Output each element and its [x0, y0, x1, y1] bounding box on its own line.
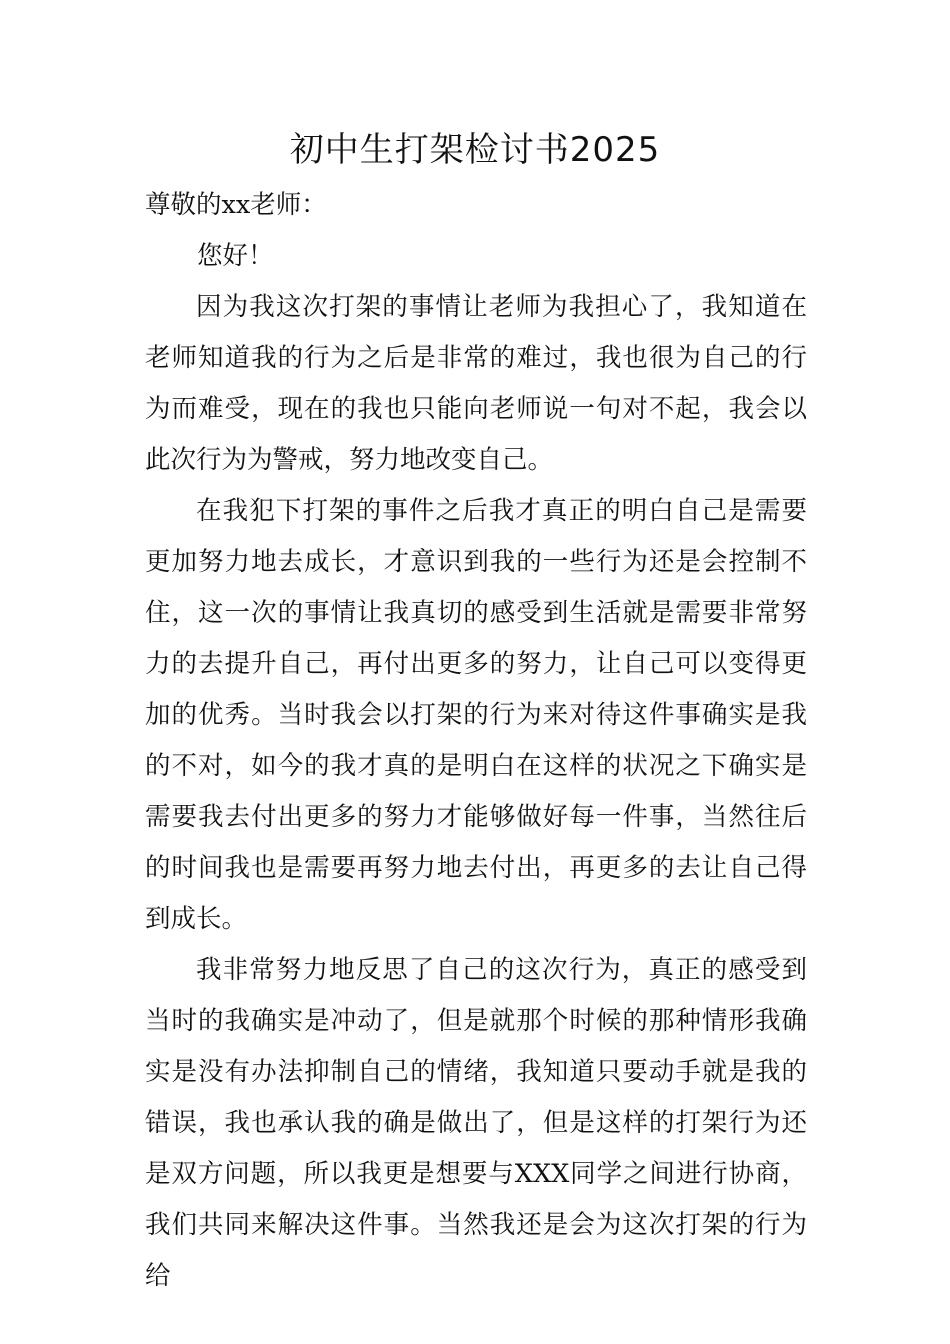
paragraph: 在我犯下打架的事件之后我才真正的明白自己是需要更加努力地去成长，才意识到我的一些行为还是会控制不住，这一次的事情让我真切的感受到生活就是需要非常努力的去提升自己，再付出更多的努力，让自己可以变得更加的优秀。当时我会以打架的行为来对待这件事确实是我的不对，如今的我才真的是明白在这样的状况之下确实是需要我去付出更多的努力才能够做好每一件事，当然往后的时间我也是需要再努力地去付出，再更多的去让自己得到成长。: [145, 496, 807, 934]
document-body: [145, 180, 807, 1302]
salutation: 尊敬的xx老师：: [145, 190, 327, 220]
paragraph: 因为我这次打架的事情让老师为我担心了，我知道在老师知道我的行为之后是非常的难过，我也很为自己的行为而难受，现在的我也只能向老师说一句对不起，我会以此次行为为警戒，努力地改变自己。: [145, 292, 807, 475]
paragraph: 我非常努力地反思了自己的这次行为，真正的感受到当时的我确实是冲动了，但是就那个时候的那种情形我确实是没有办法抑制自己的情绪，我知道只要动手就是我的错误，我也承认我的确是做出了，但是这样的打架行为还是双方问题，所以我更是想要与XXX同学之间进行协商，我们共同来解决这件事。当然我还是会为这次打架的行为给: [145, 955, 807, 1291]
greeting: 您好！: [197, 241, 274, 271]
document-title: 初中生打架检讨书2025: [289, 130, 661, 170]
